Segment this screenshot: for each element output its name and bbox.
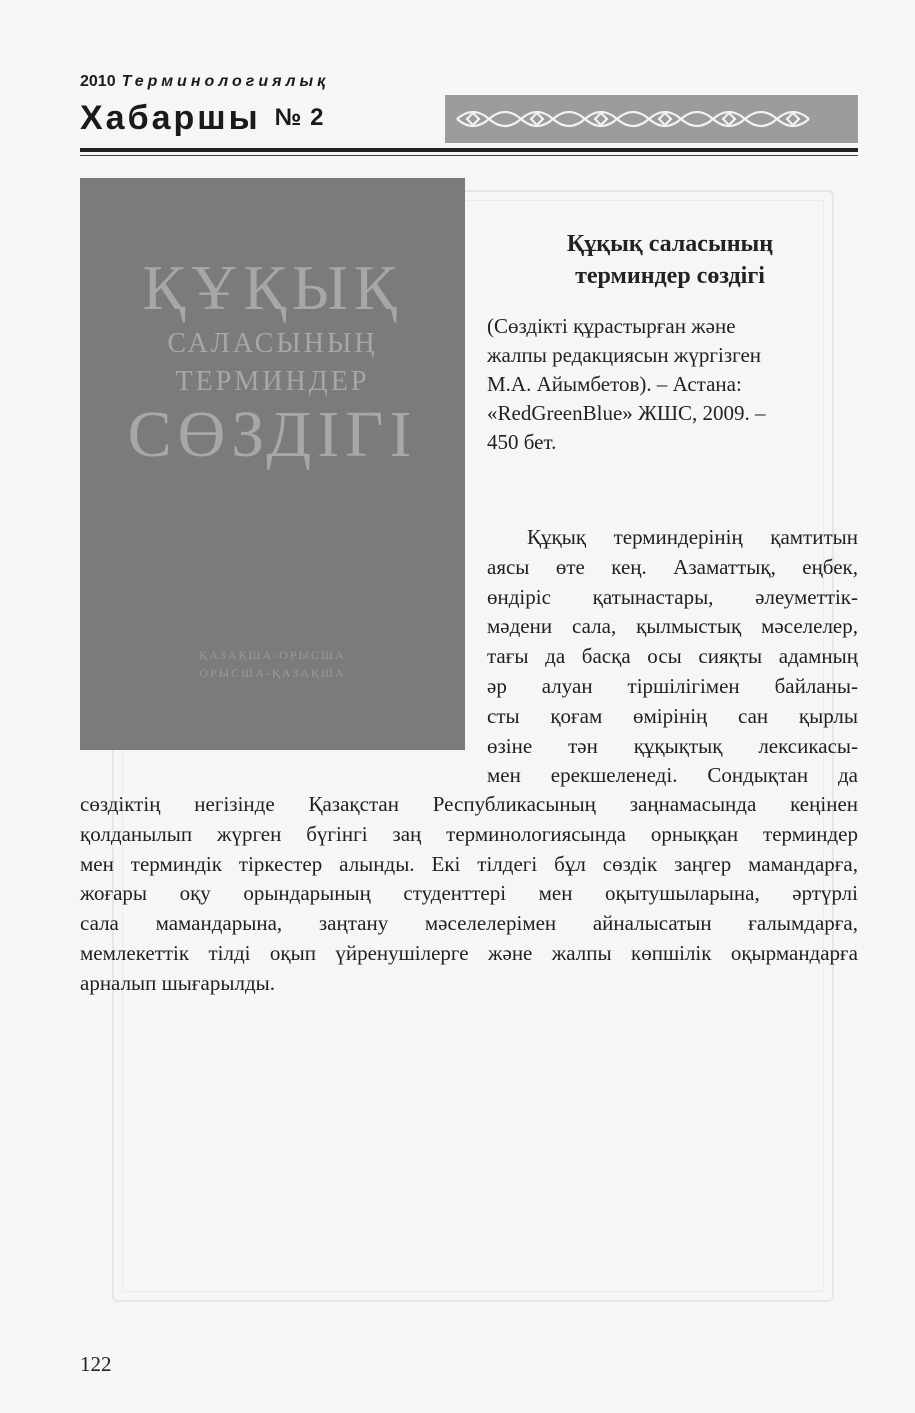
journal-header-line (80, 73, 329, 95)
cover-title (80, 252, 465, 471)
header-journal-name: Терминологиялық (121, 73, 330, 90)
body-line: қолданылып жүрген бүгінгі заң терминологиясында орныққан терминдер (80, 821, 858, 846)
header-rule-thick (80, 148, 858, 152)
header-year: 2010 (80, 73, 116, 90)
header-issue: № 2 (274, 104, 325, 131)
biblio-line: жалпы редакциясын жүргізген (487, 343, 762, 367)
ornament-pattern-icon (453, 103, 850, 135)
body-line: әр алуан тіршілігімен байланы- (487, 673, 858, 698)
biblio-line: 450 бет. (487, 430, 557, 454)
article-title-line: Құқық саласының (566, 231, 774, 257)
cover-subtitle (80, 646, 465, 682)
body-line: мен терминдік тіркестер алынды. Екі тілдегі бұл сөздік заңгер мамандарға, (80, 851, 858, 876)
article-title (500, 228, 840, 292)
header-title-text: Хабаршы (80, 98, 261, 137)
body-line: өзіне тән құқықтық лексикасы- (487, 733, 858, 758)
cover-title-line: ҚҰҚЫҚ (142, 252, 403, 323)
body-line: сала мамандарына, заңтану мәселелерімен айналысатын ғалымдарға, (80, 911, 858, 936)
bibliographic-info (487, 312, 837, 457)
ornament-band (445, 95, 858, 143)
body-line: мемлекеттік тілді оқып үйренушілерге және жалпы көпшілік оқырмандарға (80, 940, 858, 965)
body-paragraph-wide (80, 790, 858, 999)
biblio-line: (Сөздікті құрастырған және (487, 314, 736, 338)
cover-subtitle-line: ҚАЗАҚША-ОРЫСША (199, 648, 346, 662)
biblio-line: «RedGreenBlue» ЖШС, 2009. – (487, 401, 766, 425)
page-number: 122 (80, 1352, 112, 1376)
journal-title (80, 96, 324, 140)
article-title-line: терминдер сөздігі (575, 263, 765, 289)
body-paragraph-narrow (487, 523, 858, 791)
body-line: сты қоғам өмірінің сан қырлы (487, 703, 858, 728)
cover-title-line: ТЕРМИНДЕР (175, 366, 370, 397)
header-rule-thin (80, 155, 858, 156)
cover-title-line: СӨЗДІГІ (127, 398, 418, 471)
body-line: тағы да басқа осы сияқты адамның (487, 644, 858, 669)
body-line: мен ерекшеленеді. Сондықтан да (487, 763, 858, 788)
body-line: өндіріс қатынастары, әлеуметтік- (487, 584, 858, 609)
biblio-line: М.А. Айымбетов). – Астана: (487, 372, 742, 396)
cover-title-line: САЛАСЫНЫҢ (167, 328, 378, 359)
body-line: аясы өте кең. Азаматтық, еңбек, (487, 554, 858, 579)
cover-subtitle-line: ОРЫСША-ҚАЗАҚША (199, 666, 346, 680)
body-line: сөздіктің негізінде Қазақстан Республикасының заңнамасында кеңінен (80, 792, 858, 816)
body-line: жоғары оқу орындарының студенттері мен оқытушыларына, әртүрлі (80, 881, 858, 906)
body-line: Құқық терминдерінің қамтитын (527, 525, 858, 549)
body-line: арналып шығарылды. (80, 970, 275, 995)
body-line: мәдени сала, қылмыстық мәселелер, (487, 614, 858, 639)
book-cover-image (80, 178, 465, 750)
